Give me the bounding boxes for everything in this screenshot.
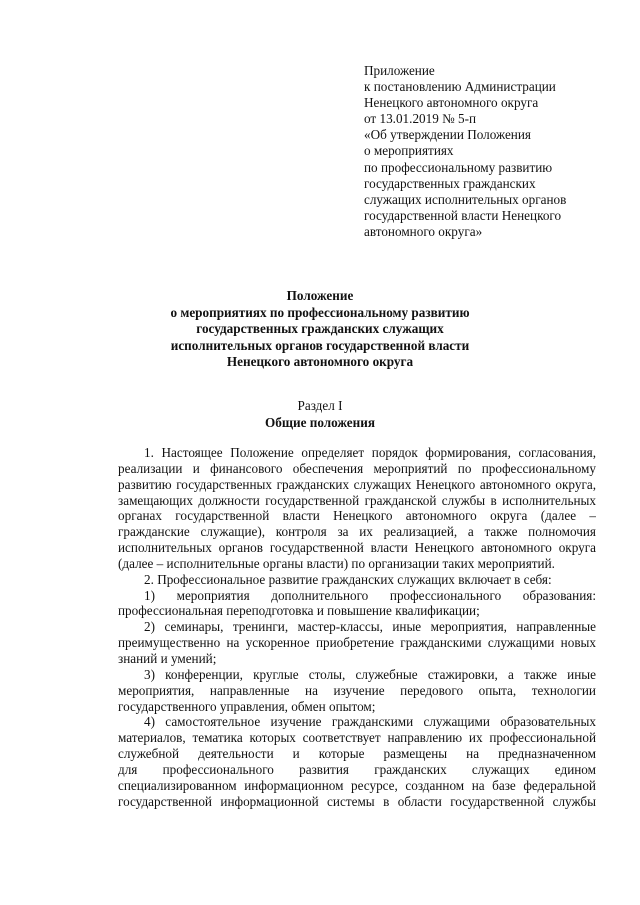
list-item-line: преимущественно на ускоренное приобретение гражданскими служащими новых — [118, 635, 596, 651]
appendix-line: по профессиональному развитию — [364, 159, 553, 175]
title-line: Положение — [286, 288, 354, 303]
section-heading: Общие положения — [265, 414, 375, 430]
appendix-line: Ненецкого автономного округа — [364, 95, 539, 111]
body-text — [118, 445, 596, 809]
paragraph-line: органах государственной власти Ненецкого автономного округа (далее – — [118, 508, 596, 524]
list-item-line: мероприятия, направленные на изучение передового опыта, технологии — [118, 682, 596, 698]
title-line: государственных гражданских служащих — [196, 321, 444, 336]
section-number: Раздел I — [297, 398, 343, 413]
appendix-line: служащих исполнительных органов — [364, 191, 567, 207]
list-item-line: 2) семинары, тренинги, мастер-классы, иные мероприятия, направленные — [144, 619, 596, 635]
title-line: Ненецкого автономного округа — [226, 354, 414, 369]
paragraph-line: (далее – исполнительные органы власти) по организации таких мероприятий. — [118, 555, 555, 571]
list-item-line: 3) конференции, круглые столы, служебные стажировки, а также иные — [144, 666, 596, 682]
appendix-line: «Об утверждении Положения — [364, 127, 531, 143]
paragraph-line: развитию государственных гражданских служащих Ненецкого автономного округа, — [118, 476, 596, 492]
appendix-line: государственных гражданских — [364, 175, 536, 191]
list-item-line: знаний и умений; — [118, 650, 217, 666]
list-item-line: для профессионального развития гражданских служащих едином — [118, 761, 596, 777]
appendix-line: от 13.01.2019 № 5-п — [364, 111, 477, 127]
title-line: о мероприятиях по профессиональному развитию — [170, 304, 470, 320]
appendix-line: автономного округа» — [364, 223, 483, 239]
appendix-line: о мероприятиях — [364, 143, 454, 159]
paragraph-line: гражданские служащие), контроля за их реализацией, а также полномочия — [118, 524, 596, 540]
paragraph-line: 2. Профессиональное развитие гражданских служащих включает в себя: — [144, 571, 552, 587]
list-item-line: государственного управления, обмен опытом; — [118, 698, 376, 714]
paragraph-line: реализации и финансового обеспечения мероприятий по профессиональному — [118, 460, 596, 476]
appendix-line: государственной власти Ненецкого — [364, 207, 562, 223]
appendix-line: к постановлению Администрации — [364, 79, 556, 95]
title-line: исполнительных органов государственной власти — [170, 337, 470, 353]
list-item-line: служебной деятельности и которые размещены на предназначенном — [118, 746, 596, 762]
appendix-block — [364, 63, 624, 240]
list-item-line: специализированном информационном ресурсе, созданном на базе федеральной — [118, 777, 596, 793]
document-title — [0, 288, 640, 371]
section-header — [0, 398, 640, 431]
paragraph-line: замещающих должности государственной гражданской службы в исполнительных — [118, 492, 596, 508]
paragraph-line: 1. Настоящее Положение определяет порядок формирования, согласования, — [144, 445, 596, 460]
appendix-line: Приложение — [364, 63, 435, 78]
paragraph-line: исполнительных органов государственной власти Ненецкого автономного округа — [118, 540, 596, 556]
list-item-line: государственной информационной системы в области государственной службы — [118, 793, 596, 809]
list-item-line: профессиональная переподготовка и повышение квалификации; — [118, 603, 480, 619]
list-item-line: 1) мероприятия дополнительного профессионального образования: — [144, 587, 596, 603]
list-item-line: материалов, тематика которых соответствует направлению их профессиональной — [118, 730, 596, 746]
list-item-line: 4) самостоятельное изучение гражданскими служащими образовательных — [144, 714, 596, 730]
